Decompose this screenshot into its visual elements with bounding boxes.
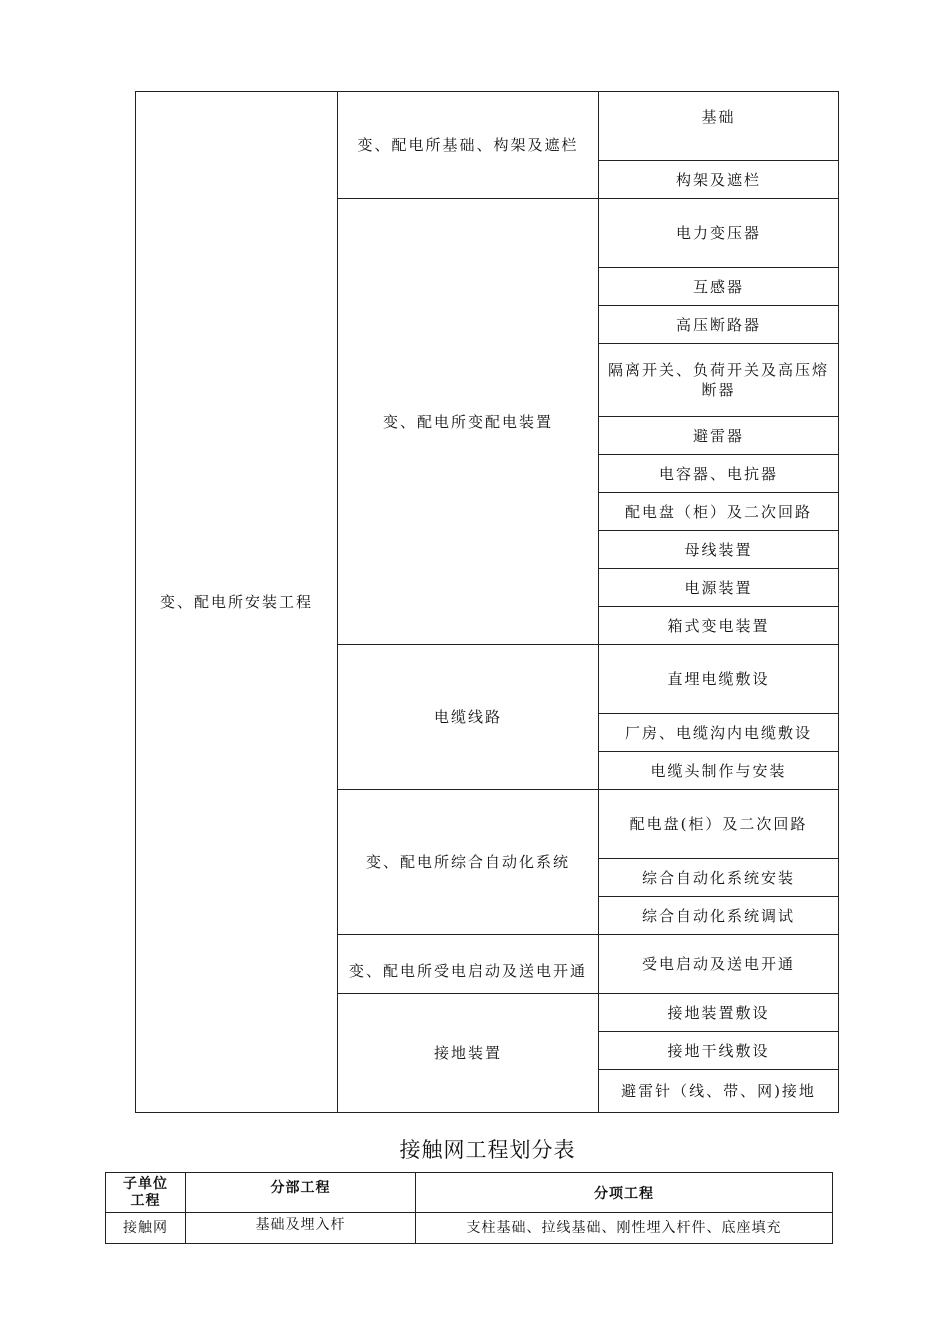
item-cell: 避雷器 xyxy=(599,417,839,455)
item-cell: 互感器 xyxy=(599,268,839,306)
item-cell: 直埋电缆敷设 xyxy=(599,645,839,714)
group-cell: 变、配电所受电启动及送电开通 xyxy=(338,935,599,994)
header-sub-unit: 子单位工程 xyxy=(106,1173,186,1213)
item-cell: 厂房、电缆沟内电缆敷设 xyxy=(599,714,839,752)
group-cell: 接地装置 xyxy=(338,994,599,1113)
section-title: 接触网工程划分表 xyxy=(399,1138,576,1162)
group-cell: 变、配电所基础、构架及遮栏 xyxy=(338,92,599,199)
item-cell: 受电启动及送电开通 xyxy=(599,935,839,994)
item-cell: 避雷针（线、带、网)接地 xyxy=(599,1070,839,1113)
group-cell: 变、配电所综合自动化系统 xyxy=(338,790,599,935)
catenary-division-table xyxy=(105,1172,833,1244)
item-cell: 箱式变电装置 xyxy=(599,607,839,645)
unit-cell: 变、配电所安装工程 xyxy=(136,92,338,1113)
item-cell: 接地干线敷设 xyxy=(599,1032,839,1070)
item-cell: 综合自动化系统调试 xyxy=(599,897,839,935)
item-cell: 电源装置 xyxy=(599,569,839,607)
item-cell: 支柱基础、拉线基础、刚性埋入杆件、底座填充 xyxy=(416,1213,833,1244)
header-item: 分项工程 xyxy=(416,1173,833,1213)
item-cell: 母线装置 xyxy=(599,531,839,569)
item-cell: 构架及遮栏 xyxy=(599,161,839,199)
item-cell: 隔离开关、负荷开关及高压熔断器 xyxy=(599,344,839,417)
group-cell: 电缆线路 xyxy=(338,645,599,790)
division-cell: 基础及埋入杆 xyxy=(186,1213,416,1244)
substation-division-table xyxy=(135,91,839,1113)
group-cell: 变、配电所变配电装置 xyxy=(338,199,599,645)
item-cell: 电缆头制作与安装 xyxy=(599,752,839,790)
item-cell: 配电盘(柜）及二次回路 xyxy=(599,790,839,859)
item-cell: 基础 xyxy=(599,92,839,161)
item-cell: 电容器、电抗器 xyxy=(599,455,839,493)
item-cell: 电力变压器 xyxy=(599,199,839,268)
item-cell: 接地装置敷设 xyxy=(599,994,839,1032)
item-cell: 综合自动化系统安装 xyxy=(599,859,839,897)
header-division: 分部工程 xyxy=(186,1173,416,1213)
item-cell: 高压断路器 xyxy=(599,306,839,344)
item-cell: 配电盘（柜）及二次回路 xyxy=(599,493,839,531)
sub-unit-cell: 接触网 xyxy=(106,1213,186,1244)
